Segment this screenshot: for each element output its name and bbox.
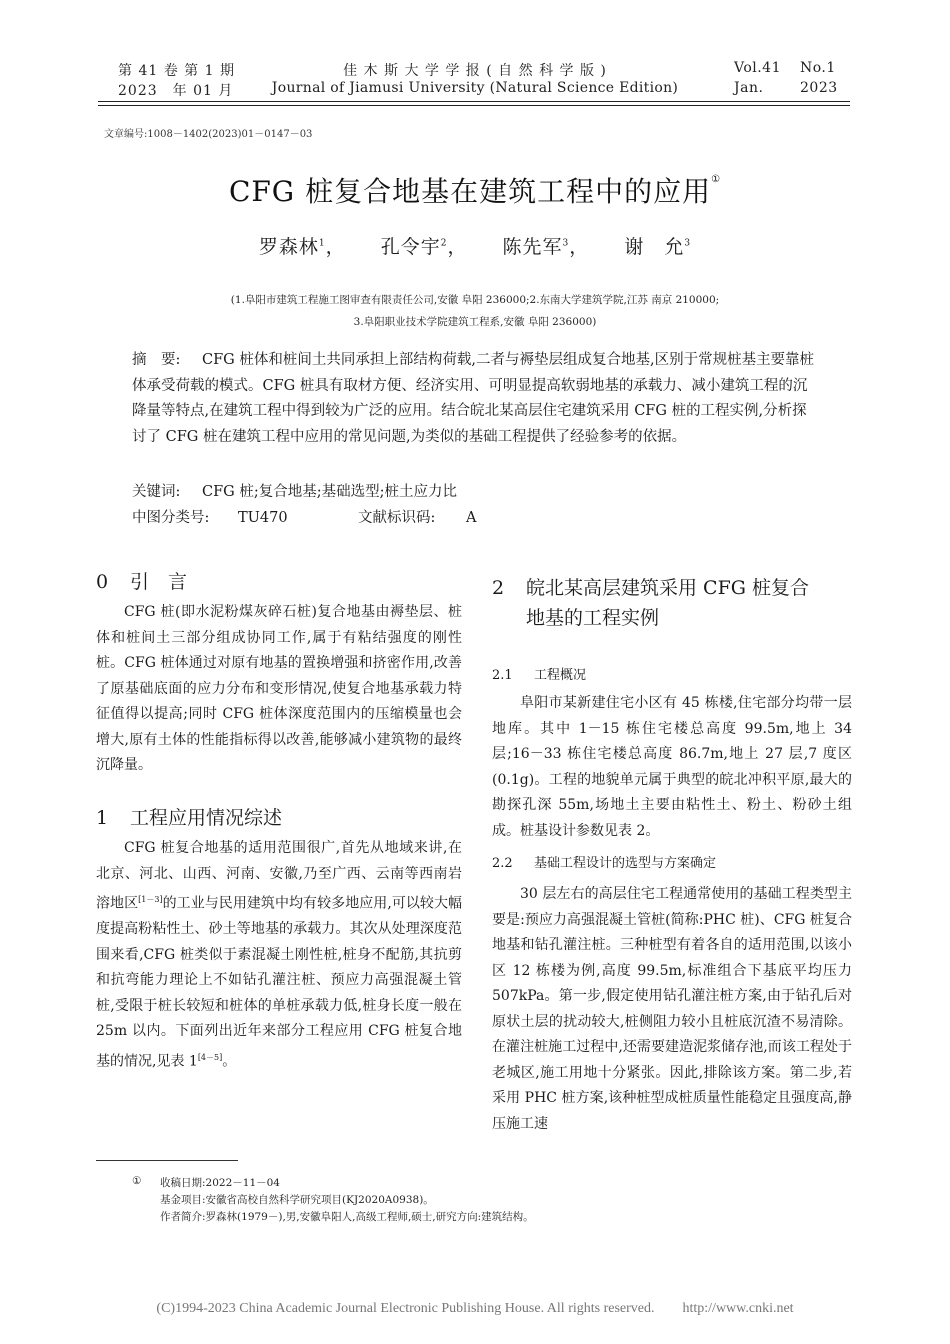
- header-date: 2023 年 01 月: [118, 83, 234, 99]
- footnote-received: 收稿日期:2022－11－04: [160, 1177, 280, 1189]
- section-0-paragraph: CFG 桩(即水泥粉煤灰碎石桩)复合地基由褥垫层、桩体和桩间土三部分组成协同工作,属于有粘结强度的刚性桩。CFG 桩体通过对原有地基的置换增强和挤密作用,改善了原基础底面的应力分布和变形情况,使复合地基承载力特征值得以提高;同时 CFG 桩体深度范围内的压缩模量也会增大,原有土体的性能指标得以改善,能够减小建筑物的最终沉降量。: [96, 604, 462, 773]
- section-2-2-paragraph: 30 层左右的高层住宅工程通常使用的基础工程类型主要是:预应力高强混凝土管桩(简称:PHC 桩)、CFG 桩复合地基和钻孔灌注桩。三种桩型有着各自的适用范围,以该小区 12 栋楼为例,高度 99.5m,标准组合下基底平均压力 507kPa。第一步,假定使用钻孔灌注桩方案,由于钻孔后对原状土层的扰动较大,桩侧阻力较小且桩底沉渣不易清除。在灌注桩施工过程中,还需要建造泥浆储存池,而该工程处于老城区,施工用地十分紧张。因此,排除该方案。第二步,若采用 PHC 桩方案,该种桩型成桩质量性能稳定且强度高,静压施工速: [492, 886, 852, 1132]
- subsection-number: 2.2: [492, 856, 513, 871]
- paragraph-text: 。: [222, 1053, 237, 1070]
- paragraph-text: 的工业与民用建筑中均有较多地应用,可以较大幅度提高粉粘性土、砂土等地基的承载力。其次从处理深度范围来看,CFG 桩类似于素混凝土刚性桩,桩身不配筋,其抗剪和抗弯能力理论上不如钻孔灌注桩、预应力高强混凝土管桩,受限于桩长较短和桩体的单桩承载力低,桩身长度一般在 25m 以内。下面列出近年来部分工程应用 CFG 桩复合地基的情况,见表 1: [96, 895, 463, 1070]
- citation: [1－3]: [138, 895, 163, 904]
- footnote-fund: 基金项目:安徽省高校自然科学研究项目(KJ2020A0938)。: [160, 1194, 434, 1206]
- section-2-1-paragraph: 阜阳市某新建住宅小区有 45 栋楼,住宅部分均带一层地库。其中 1－15 栋住宅楼总高度 99.5m,地上 34 层;16－33 栋住宅楼总高度 86.7m,地上 27 层,7 度区(0.1g)。工程的地貌单元属于典型的皖北冲积平原,最大的勘探孔深 55m,场地土主要由粘性土、粉土、粉砂土组成。桩基设计参数见表 2。: [492, 695, 852, 839]
- section-0-heading: [96, 567, 462, 594]
- section-title-line-2: 地基的工程实例: [526, 607, 660, 629]
- citation: [4－5]: [197, 1052, 223, 1062]
- article-number: 文章编号:1008－1402(2023)01－0147－03: [104, 129, 313, 140]
- subsection-title: 工程概况: [534, 668, 587, 683]
- author-sep: ，: [447, 236, 468, 258]
- author-list: [0, 232, 950, 259]
- section-1-heading: [96, 803, 462, 830]
- section-number: 1: [96, 807, 109, 829]
- abstract-text: CFG 桩体和桩间土共同承担上部结构荷载,二者与褥垫层组成复合地基,区别于常规桩基主要靠桩体承受荷载的模式。CFG 桩具有取材方便、经济实用、可明显提高软弱地基的承载力、减小建筑工程的沉降量等特点,在建筑工程中得到较为广泛的应用。结合皖北某高层住宅建筑采用 CFG 桩的工程实例,分析探讨了 CFG 桩在建筑工程中应用的常见问题,为类似的基础工程提供了经验参考的依据。: [132, 352, 815, 445]
- section-1-paragraph: [96, 836, 462, 1075]
- header-rule-thin: [98, 105, 850, 106]
- footnote-rule: [96, 1160, 238, 1161]
- author-affil-sup: 1: [318, 238, 326, 249]
- affiliation-line-1: (1.阜阳市建筑工程施工图审查有限责任公司,安徽 阜阳 236000;2.东南大学建筑学院,江苏 南京 210000;: [230, 294, 720, 306]
- section-2-1-heading: [492, 664, 852, 683]
- section-number: 2: [492, 577, 505, 599]
- header-journal-cn: 佳 木 斯 大 学 学 报 ( 自 然 科 学 版 ): [343, 63, 607, 79]
- footnote-mark: ①: [132, 1175, 142, 1187]
- author-name: 谢 允: [624, 236, 685, 258]
- doc-code-value: A: [466, 510, 477, 526]
- header-vol: Vol.41: [734, 60, 781, 76]
- doc-code-label: 文献标识码:: [358, 510, 436, 526]
- subsection-number: 2.1: [492, 668, 513, 683]
- author-affil-sup: 2: [440, 238, 448, 249]
- author-affil-sup: 3: [562, 238, 570, 249]
- abstract-label: 摘 要:: [132, 352, 181, 368]
- author-sep: ，: [325, 236, 346, 258]
- author: [503, 236, 590, 258]
- author-name: 陈先军: [502, 236, 563, 258]
- keywords: [132, 480, 457, 501]
- header-month: Jan.: [734, 80, 764, 96]
- author-name: 罗森林: [258, 236, 319, 258]
- section-2-heading: [492, 573, 852, 600]
- paragraph-text: CFG 桩复合地基的适用范围很广,首先从地域来讲,在北京、河北、山西、河南、安徽,乃至广西、云南等西南岩溶地区: [96, 840, 462, 912]
- clc-value: TU470: [238, 510, 288, 526]
- section-title: 工程应用情况综述: [130, 807, 283, 829]
- header-year: 2023: [800, 80, 838, 96]
- header-issue: 第 41 卷 第 1 期: [118, 63, 235, 79]
- paper-title: [0, 170, 950, 210]
- author-sep: ，: [569, 236, 590, 258]
- subsection-title: 基础工程设计的选型与方案确定: [534, 856, 717, 871]
- clc-label: 中图分类号:: [132, 510, 210, 526]
- title-footnote-mark: ①: [711, 174, 722, 185]
- section-title-line-1: 皖北某高层建筑采用 CFG 桩复合: [526, 577, 809, 599]
- copyright-notice: (C)1994-2023 China Academic Journal Electronic Publishing House. All rights reserved. http://www.cnki.net: [156, 1301, 794, 1316]
- header-no: No.1: [800, 60, 836, 76]
- section-title: 引 言: [130, 571, 188, 593]
- section-2-2-heading: [492, 852, 852, 871]
- header-rule-thick: [98, 101, 850, 102]
- author: [624, 236, 691, 258]
- classification: [132, 506, 476, 527]
- footnote-bio: 作者简介:罗森林(1979－),男,安徽阜阳人,高级工程师,硕士,研究方向:建筑结构。: [160, 1211, 534, 1223]
- header-journal-en: Journal of Jiamusi University (Natural Science Edition): [271, 80, 679, 96]
- author-name: 孔令宇: [380, 236, 441, 258]
- affiliation-line-2: 3.阜阳职业技术学院建筑工程系,安徽 阜阳 236000): [353, 316, 597, 328]
- section-number: 0: [96, 571, 109, 593]
- paper-title-text: CFG 桩复合地基在建筑工程中的应用: [228, 175, 712, 208]
- abstract: [132, 348, 818, 450]
- author-affil-sup: 3: [684, 238, 692, 249]
- author: [259, 236, 346, 258]
- author: [381, 236, 468, 258]
- keywords-text: CFG 桩;复合地基;基础选型;桩土应力比: [202, 484, 458, 500]
- keywords-label: 关键词:: [132, 484, 181, 500]
